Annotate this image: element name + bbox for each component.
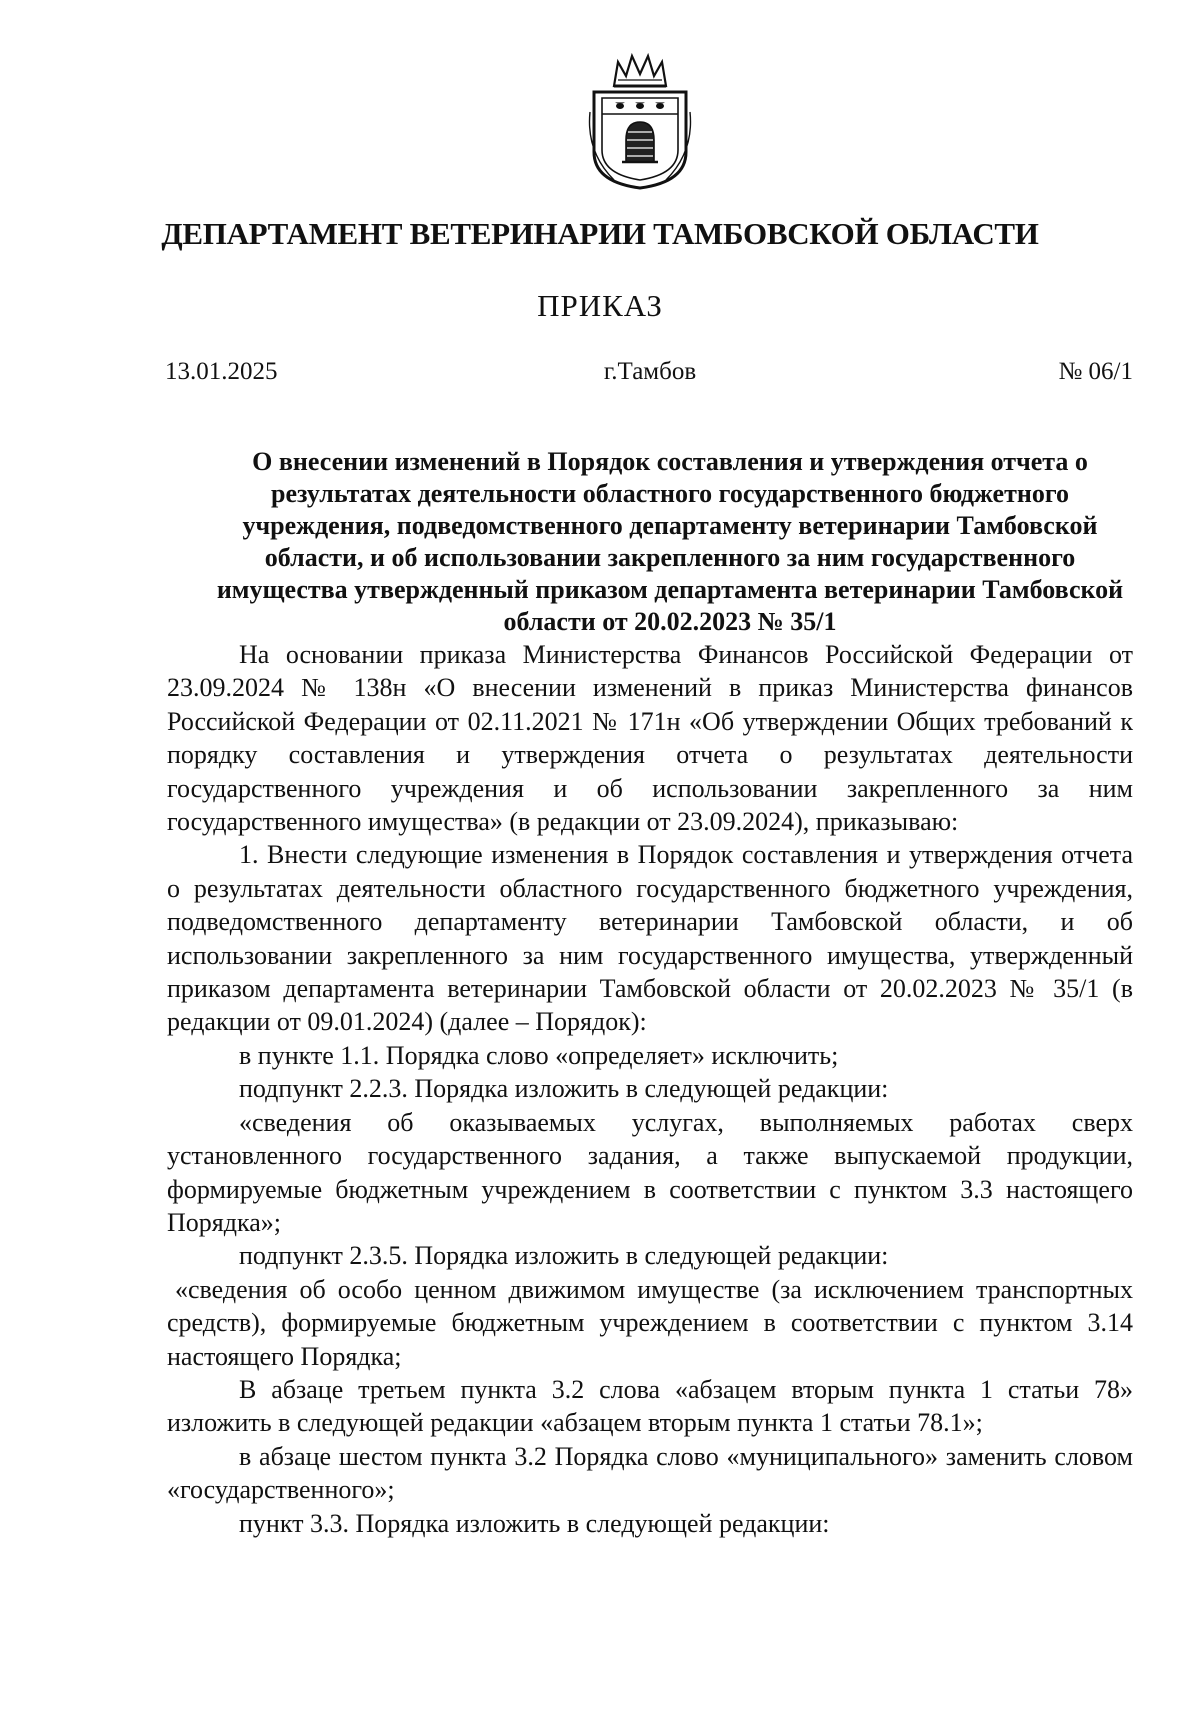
body-paragraph: подпункт 2.2.3. Порядка изложить в следующей редакции:: [239, 1074, 889, 1104]
order-date: 13.01.2025: [165, 358, 278, 385]
body-paragraph: На основании приказа Министерства Финансов Российской Федерации от 23.09.2024 № 138н «О внесении изменений в приказ Министерства финансов Российской Федерации от 02.11.2021 № 171н «Об утверждении Общих требований к порядку составления и утверждения отчета о результатах деятельности государственного учреждения и об использовании закрепленного за ним государственного имущества» (в редакции от 23.09.2024), приказываю:: [167, 640, 1133, 837]
body-paragraph: «сведения об оказываемых услугах, выполняемых работах сверх установленного государственного задания, а также выпускаемой продукции, формируемые бюджетным учреждением в соответствии с пунктом 3.3 настоящего Порядка»;: [167, 1107, 1133, 1237]
order-subject: О внесении изменений в Порядок составления и утверждения отчета о результатах деятельности областного государственного бюджетного учреждения, подведомственного департаменту ветеринарии Тамбовской области, и об использовании закрепленного за ним государственного имущества утвержденный приказом департамента ветеринарии Тамбовской области от 20.02.2023 № 35/1: [216, 447, 1124, 636]
document-type: ПРИКАЗ: [537, 288, 663, 323]
body-paragraph: в абзаце шестом пункта 3.2 Порядка слово «муниципального» заменить словом «государственного»;: [167, 1441, 1133, 1505]
body-paragraph: пункт 3.3. Порядка изложить в следующей редакции:: [239, 1508, 830, 1538]
coat-of-arms-icon: [584, 52, 696, 190]
order-number: № 06/1: [1058, 358, 1133, 385]
body-paragraph: «сведения об особо ценном движимом имуществе (за исключением транспортных средств), формируемые бюджетным учреждением в соответствии с пунктом 3.14 настоящего Порядка;: [167, 1274, 1133, 1371]
department-name: ДЕПАРТАМЕНТ ВЕТЕРИНАРИИ ТАМБОВСКОЙ ОБЛАСТИ: [161, 216, 1039, 251]
body-paragraph: В абзаце третьем пункта 3.2 слова «абзацем вторым пункта 1 статьи 78» изложить в следующей редакции «абзацем вторым пункта 1 статьи 78.1»;: [167, 1374, 1133, 1438]
body-paragraph: в пункте 1.1. Порядка слово «определяет» исключить;: [239, 1040, 839, 1070]
body-paragraph: 1. Внести следующие изменения в Порядок составления и утверждения отчета о результатах деятельности областного государственного бюджетного учреждения, подведомственного департаменту ветеринарии Тамбовской области, и об использовании закрепленного за ним государственного имущества, утвержденный приказом департамента ветеринарии Тамбовской области от 20.02.2023 № 35/1 (в редакции от 09.01.2024) (далее – Порядок):: [167, 840, 1133, 1037]
order-city: г.Тамбов: [603, 358, 697, 385]
order-body: [167, 638, 1133, 1540]
body-paragraph: подпункт 2.3.5. Порядка изложить в следующей редакции:: [239, 1241, 889, 1271]
